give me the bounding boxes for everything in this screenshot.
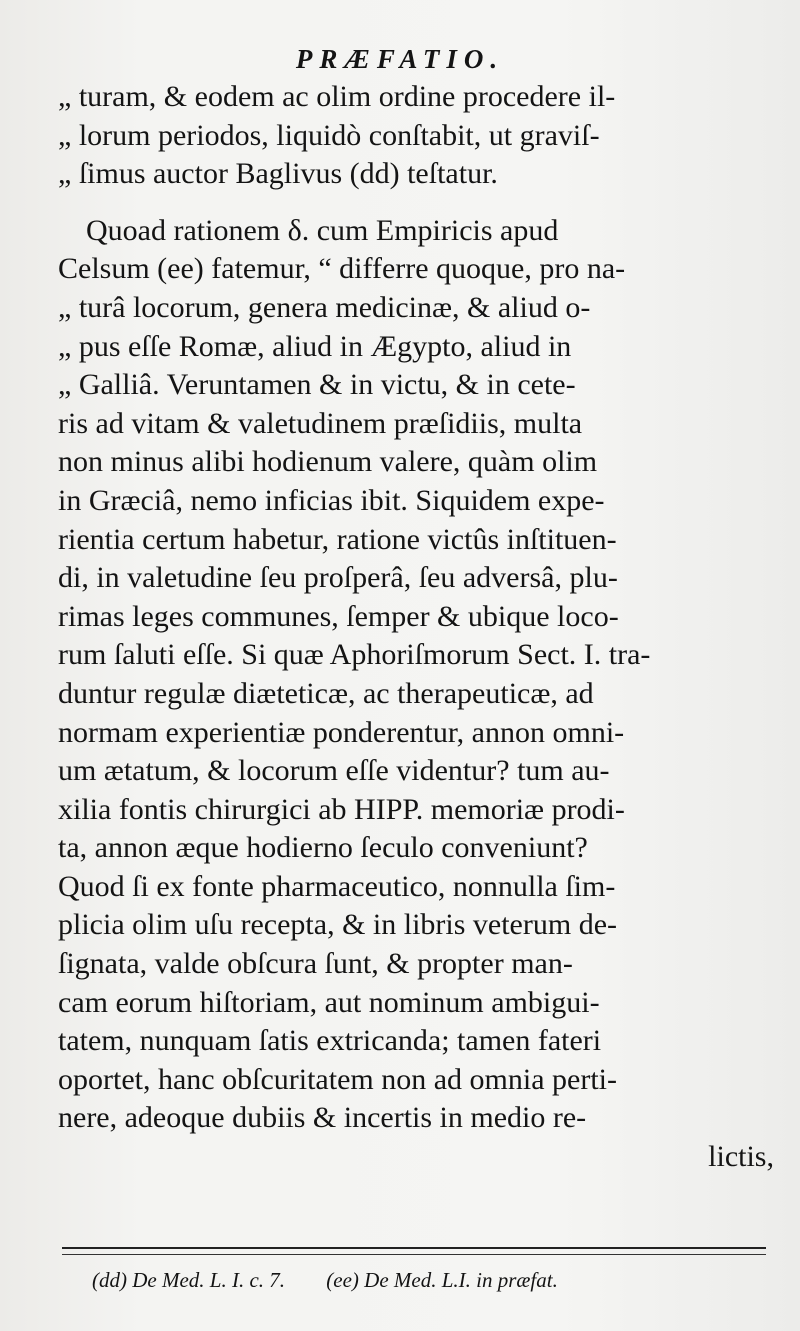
text-line-23: ſignata, valde obſcura ſunt, & propter man- [58, 947, 573, 981]
text-line-4: Quoad rationem δ. cum Empiricis apud [86, 213, 559, 247]
text-line-25: tatem, nunquam ſatis extricanda; tamen fateri [58, 1024, 602, 1058]
text-line-3: „ ſimus auctor Baglivus (dd) teſtatur. [58, 157, 498, 191]
text-line-11: in Græciâ, nemo inficias ibit. Siquidem expe- [58, 483, 605, 517]
text-line-1: „ turam, & eodem ac olim ordine procedere il- [58, 80, 616, 113]
body-text [58, 78, 774, 1177]
text-line-27: nere, adeoque dubiis & incertis in medio re- [58, 1101, 587, 1135]
text-line-14: rimas leges communes, ſemper & ubique loco- [58, 599, 619, 633]
footnote-dd: (dd) De Med. L. I. c. 7. [92, 1268, 286, 1292]
text-line-6: „ turâ locorum, genera medicinæ, & aliud o- [58, 290, 591, 324]
text-line-24: cam eorum hiſtoriam, aut nominum ambigui- [58, 985, 600, 1019]
text-line-19: xilia fontis chirurgici ab HIPP. memoriæ prodi- [58, 792, 625, 826]
text-line-20: ta, annon æque hodierno ſeculo conveniunt? [58, 831, 588, 865]
text-line-9: ris ad vitam & valetudinem præſidiis, multa [58, 406, 583, 440]
text-line-13: di, in valetudine ſeu proſperâ, ſeu adversâ, plu- [58, 561, 618, 595]
text-line-5: Celsum (ee) fatemur, “ differre quoque, pro na- [58, 252, 626, 286]
footnotes [92, 1268, 752, 1293]
text-line-12: rientia certum habetur, ratione victûs inſtituen- [58, 522, 617, 556]
text-line-16: duntur regulæ diæteticæ, ac therapeuticæ, ad [58, 676, 594, 710]
footnote-ee: (ee) De Med. L.I. in præfat. [326, 1268, 558, 1292]
paragraph-gap [58, 194, 774, 212]
text-line-28: lictis, [708, 1140, 774, 1174]
footnote-rule [62, 1247, 766, 1249]
running-header: PRÆFATIO. [295, 44, 505, 74]
text-line-7: „ pus eſſe Romæ, aliud in Ægypto, aliud in [58, 329, 572, 363]
text-line-21: Quod ſi ex fonte pharmaceutico, nonnulla ſim- [58, 869, 616, 903]
text-line-26: oportet, hanc obſcuritatem non ad omnia perti- [58, 1062, 617, 1096]
text-line-22: plicia olim uſu recepta, & in libris veterum de- [58, 908, 617, 942]
text-line-18: um ætatum, & locorum eſſe videntur? tum au- [58, 754, 610, 788]
text-line-15: rum ſaluti eſſe. Si quæ Aphoriſmorum Sect. I. tra- [58, 638, 651, 672]
text-line-8: „ Galliâ. Veruntamen & in victu, & in cete- [58, 368, 576, 402]
text-line-2: „ lorum periodos, liquidò conſtabit, ut graviſ- [58, 118, 600, 152]
text-line-10: non minus alibi hodienum valere, quàm olim [58, 445, 598, 479]
text-line-17: normam experientiæ ponderentur, annon omni- [58, 715, 625, 749]
footnote-rule-thin [62, 1254, 766, 1255]
